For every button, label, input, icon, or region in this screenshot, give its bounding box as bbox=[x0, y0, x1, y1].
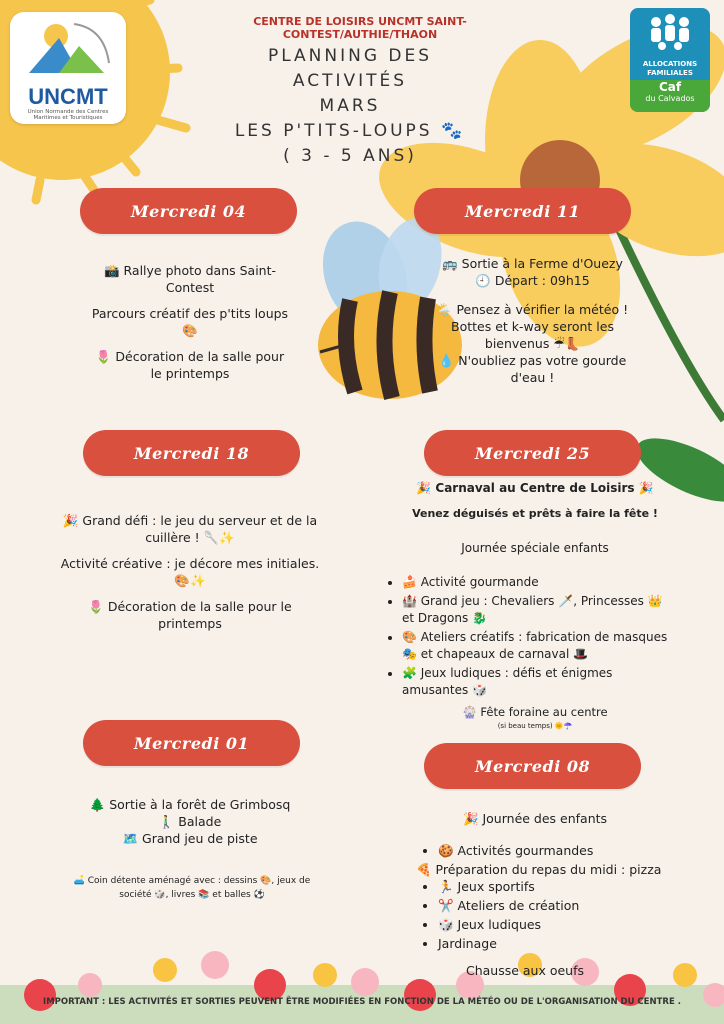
uncmt-logo bbox=[10, 12, 126, 124]
page-title bbox=[200, 44, 500, 169]
day-08-list bbox=[416, 842, 674, 954]
list-item: • Jardinage bbox=[438, 935, 674, 952]
day-pill-08: Mercredi 08 bbox=[424, 743, 641, 789]
title-line-4: LES P'TITS-LOUPS 🐾 bbox=[234, 121, 466, 141]
day-08-extra: Chausse aux oeufs bbox=[465, 963, 585, 978]
list-item: • 🍰 Activité gourmande bbox=[402, 574, 678, 591]
list-item: • 🎨 Ateliers créatifs : fabrication de masques 🎭 et chapeaux de carnaval 🎩 bbox=[402, 629, 678, 663]
title-line-3: MARS bbox=[319, 96, 381, 116]
day-25-headline: 🎉 Carnaval au Centre de Loisirs 🎉 bbox=[416, 481, 654, 495]
list-item: • 🍪 Activités gourmandes bbox=[438, 842, 674, 859]
day-04-item: Parcours créatif des p'tits loups 🎨 bbox=[91, 306, 289, 338]
day-pill-18: Mercredi 18 bbox=[83, 430, 300, 476]
list-item: • 🧩 Jeux ludiques : défis et énigmes amusantes 🎲 bbox=[402, 665, 678, 699]
footer-note: IMPORTANT : LES ACTIVITÉS ET SORTIES PEUVENT ÊTRE MODIFIÉES EN FONCTION DE LA MÉTÉO OU DE L'ORGANISATION DU CENTRE . bbox=[43, 997, 681, 1007]
title-line-1: PLANNING DES bbox=[267, 46, 433, 66]
list-item: • ✂️ Ateliers de création bbox=[438, 897, 674, 914]
day-01-item: 🗺️ Grand jeu de piste bbox=[122, 831, 258, 846]
day-11-item: 🕘 Départ : 09h15 bbox=[475, 273, 590, 288]
day-04-item: 📸 Rallye photo dans Saint-Contest bbox=[103, 263, 277, 295]
uncmt-subtitle: Union Normande des Centres Maritimes et Touristiques bbox=[27, 109, 109, 121]
day-25-intro: Journée spéciale enfants bbox=[461, 541, 609, 555]
day-11-item: 🚌 Sortie à la Ferme d'Ouezy bbox=[442, 256, 623, 271]
day-pill-01: Mercredi 01 bbox=[83, 720, 300, 766]
list-item: • 🏃 Jeux sportifs bbox=[438, 878, 674, 895]
day-25-extra-note: (si beau temps) 🌞☂️ bbox=[497, 722, 573, 730]
day-11-item: 🌦️ Pensez à vérifier la météo ! Bottes et k-way seront les bienvenus ☔👢 bbox=[436, 302, 629, 351]
day-18-item: 🌷 Décoration de la salle pour le printemps bbox=[88, 599, 292, 631]
caf-line3: Caf bbox=[658, 80, 682, 94]
day-18-content bbox=[60, 512, 320, 641]
day-pill-25: Mercredi 25 bbox=[424, 430, 641, 476]
day-11-content bbox=[430, 255, 635, 386]
caf-logo bbox=[630, 8, 710, 112]
title-line-2: ACTIVITÉS bbox=[292, 71, 408, 91]
org-line: CENTRE DE LOISIRS UNCMT SAINT-CONTEST/AUTHIE/THAON bbox=[253, 15, 467, 41]
caf-line2: FAMILIALES bbox=[647, 69, 693, 77]
list-item: • 🏰 Grand jeu : Chevaliers 🗡️, Princesses 👑 et Dragons 🐉 bbox=[402, 593, 678, 627]
list-item: • 🎲 Jeux ludiques bbox=[438, 916, 674, 933]
day-08-intro: 🎉 Journée des enfants bbox=[462, 811, 608, 826]
day-25-content bbox=[380, 480, 690, 557]
day-pill-04: Mercredi 04 bbox=[80, 188, 297, 234]
caf-line1: ALLOCATIONS bbox=[642, 60, 698, 68]
day-pill-11: Mercredi 11 bbox=[414, 188, 631, 234]
family-icon bbox=[642, 12, 698, 58]
day-01-item: 🌲 Sortie à la forêt de Grimbosq bbox=[89, 797, 291, 812]
day-11-item: 💧 N'oubliez pas votre gourde d'eau ! bbox=[438, 353, 627, 385]
day-25-subheadline: Venez déguisés et prêts à faire la fête ! bbox=[412, 507, 658, 520]
day-25-extra-block bbox=[400, 704, 670, 731]
day-04-item: 🌷 Décoration de la salle pour le printemps bbox=[95, 349, 285, 381]
day-25-list bbox=[388, 574, 678, 701]
title-line-5: ( 3 - 5 ANS) bbox=[283, 146, 417, 166]
day-01-note: 🛋️ Coin détente aménagé avec : dessins 🎨, jeux de société 🎲, livres 📚 et balles ⚽ bbox=[73, 876, 311, 900]
day-04-content bbox=[90, 262, 290, 391]
day-01-content bbox=[80, 796, 300, 847]
uncmt-name: UNCMT bbox=[28, 84, 108, 109]
day-08-middle: 🍕 Préparation du repas du midi : pizza bbox=[416, 862, 662, 877]
caf-line4: du Calvados bbox=[645, 94, 695, 103]
day-18-item: 🎉 Grand défi : le jeu du serveur et de la cuillère ! 🥄✨ bbox=[62, 513, 318, 545]
day-25-extra: 🎡 Fête foraine au centre bbox=[462, 705, 608, 719]
day-18-item: Activité créative : je décore mes initiales. 🎨✨ bbox=[60, 556, 320, 588]
day-01-item: 🚶‍♂️ Balade bbox=[158, 814, 222, 829]
mountain-icon bbox=[24, 18, 114, 78]
